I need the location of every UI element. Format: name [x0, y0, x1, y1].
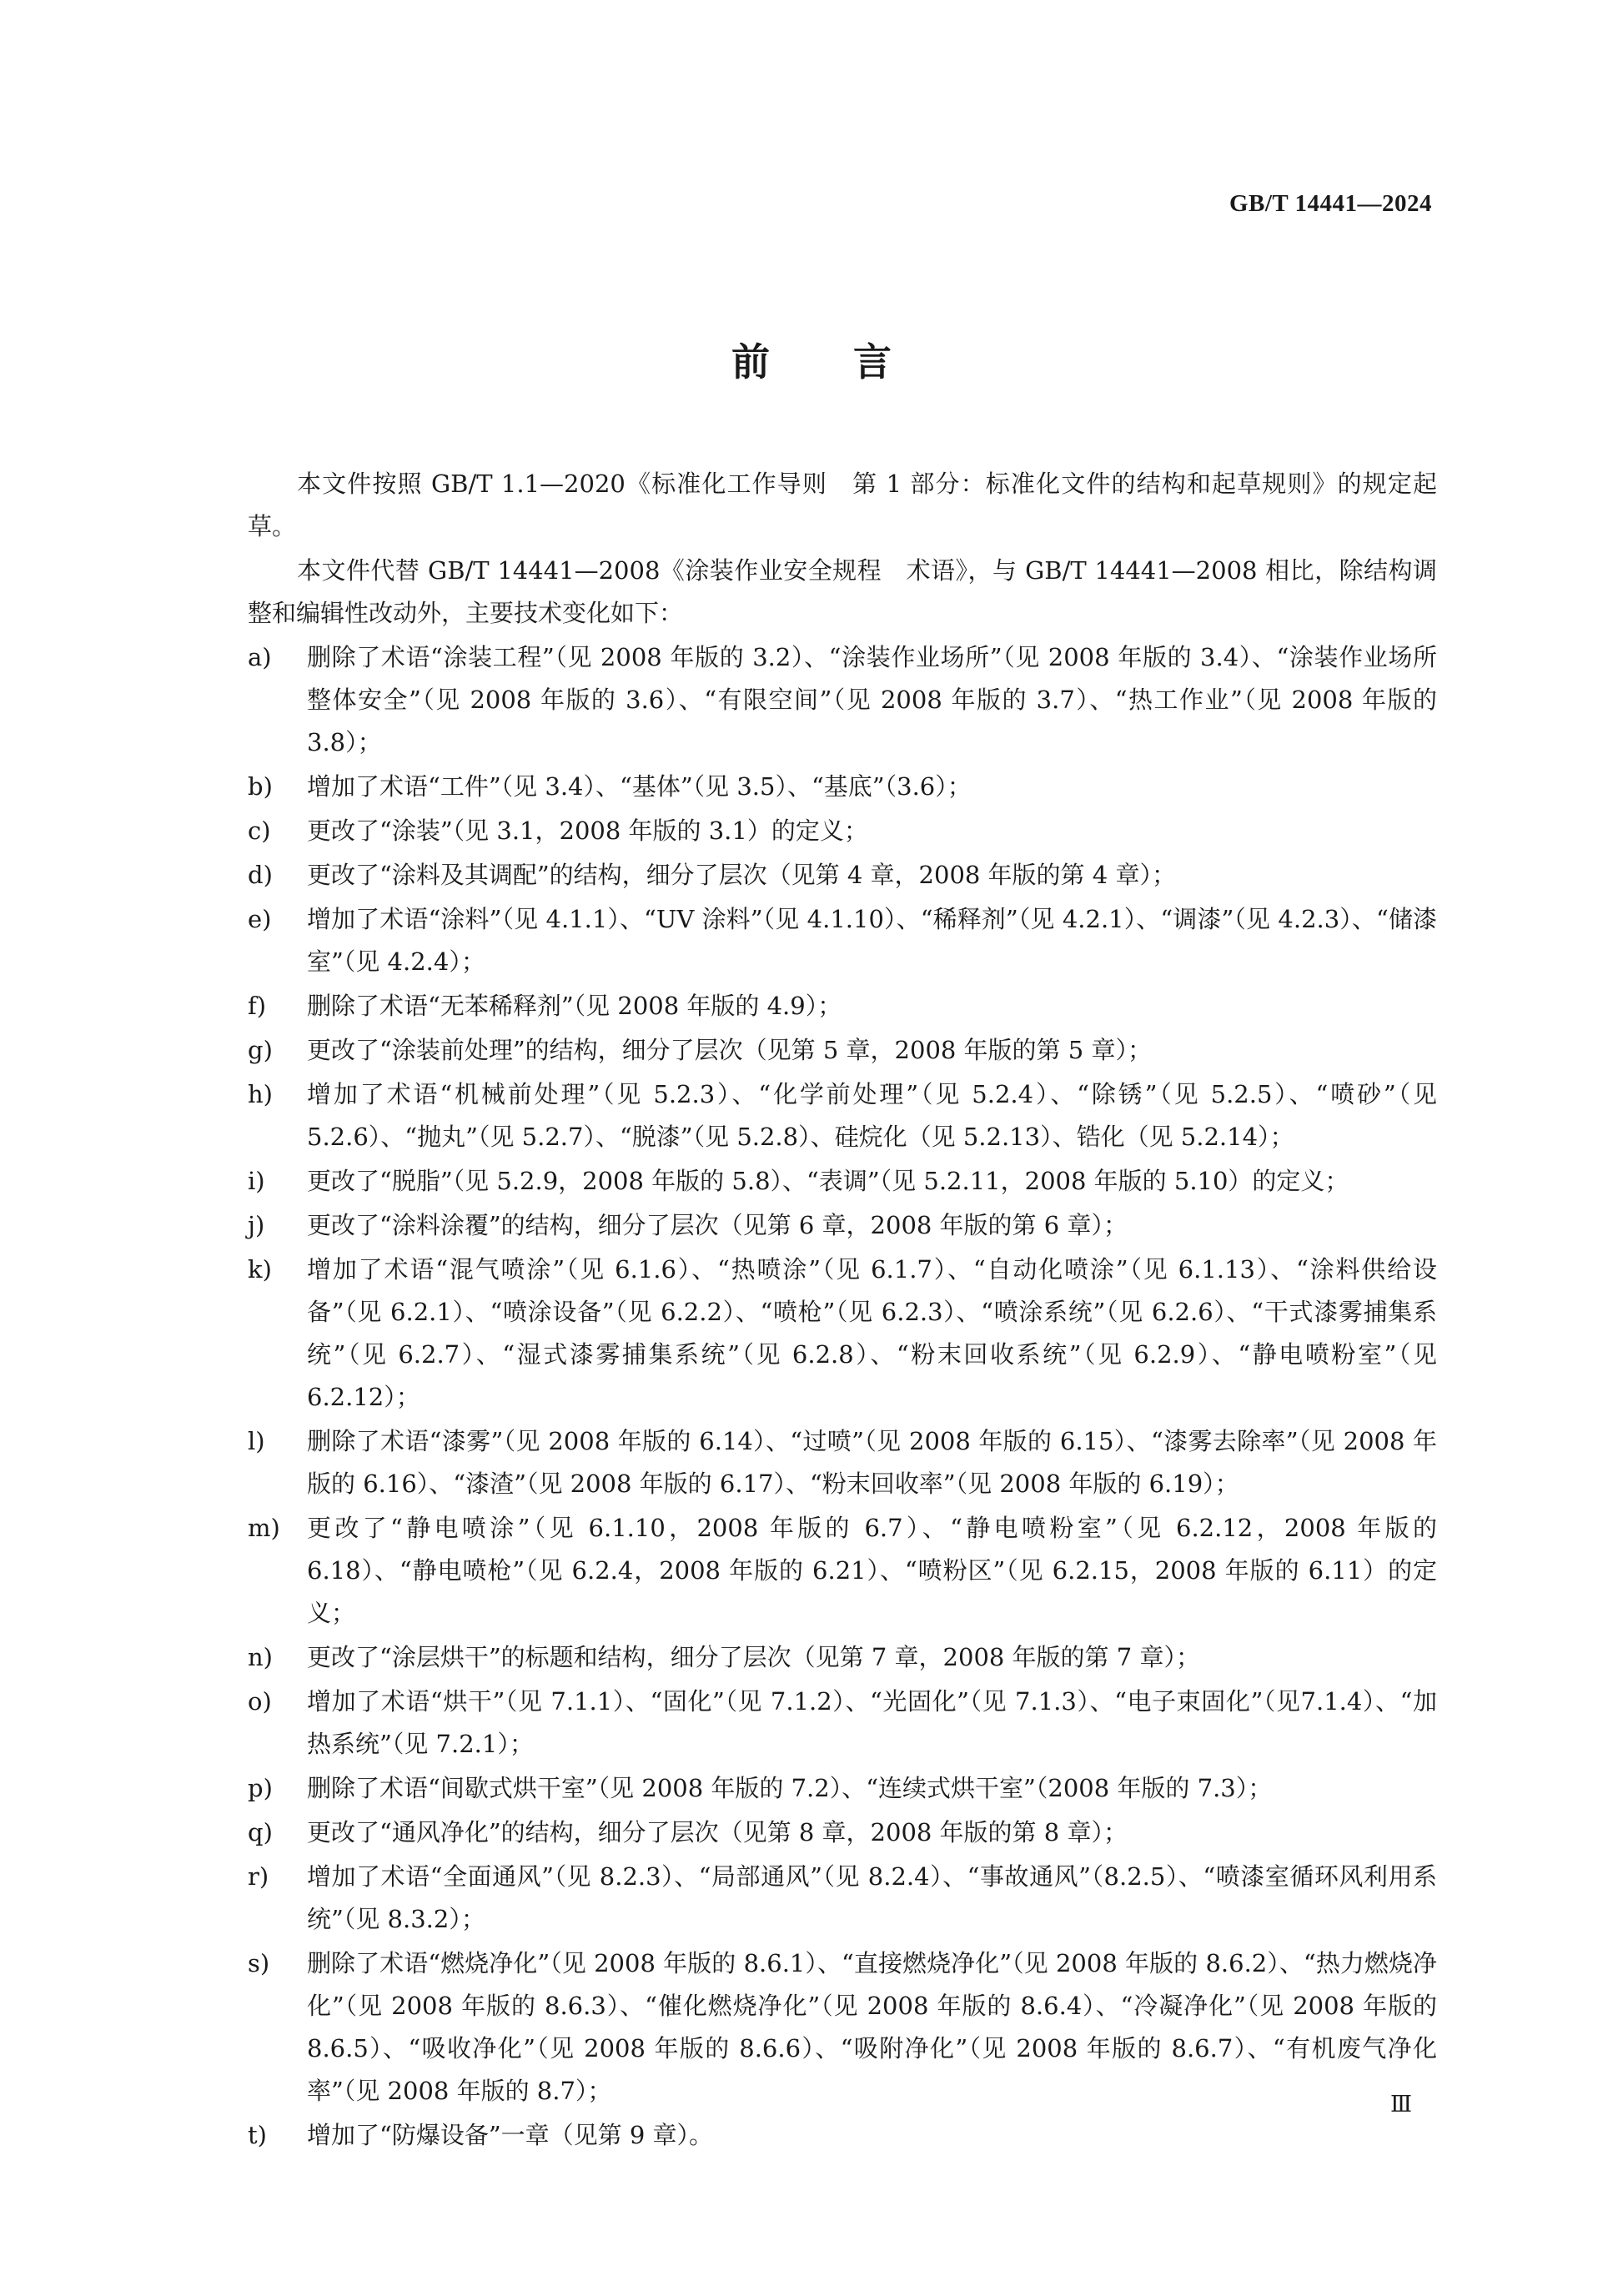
list-item-text: 更改了“通风净化”的结构，细分了层次（见第 8 章，2008 年版的第 8 章）；	[307, 1818, 1128, 1846]
list-marker: r)	[248, 1862, 269, 1891]
list-marker: g)	[248, 1036, 273, 1064]
page-title: 前言	[731, 339, 975, 384]
list-marker: e)	[248, 905, 272, 933]
document-body	[248, 463, 1437, 2158]
list-item	[248, 1204, 1437, 1247]
list-item	[248, 810, 1437, 852]
list-item-text: 更改了“脱脂”（见 5.2.9，2008 年版的 5.8）、“表调”（见 5.2.11，2008 年版的 5.10）的定义；	[307, 1167, 1349, 1195]
list-item-text: 增加了术语“混气喷涂”（见 6.1.6）、“热喷涂”（见 6.1.7）、“自动化喷涂”（见 6.1.13）、“涂料供给设备”（见 6.2.1）、“喷涂设备”（见 6.2.2）、“喷枪”（见 6.2.3）、“喷涂系统”（见 6.2.6）、“干式漆雾捕集系统”（见 6.2.7）、“湿式漆雾捕集系统”（见 6.2.8）、“粉末回收系统”（见 6.2.9）、“静电喷粉室”（见 6.2.12）；	[307, 1255, 1437, 1411]
paragraph-replacement-note: 本文件代替 GB/T 14441—2008《涂装作业安全规程 术语》，与 GB/T 14441—2008 相比，除结构调整和编辑性改动外，主要技术变化如下：	[248, 556, 1437, 627]
list-item	[248, 1248, 1437, 1419]
list-item	[248, 985, 1437, 1027]
list-item-text: 增加了“防爆设备”一章（见第 9 章）。	[307, 2121, 714, 2149]
list-item-text: 更改了“涂料涂覆”的结构，细分了层次（见第 6 章，2008 年版的第 6 章）；	[307, 1211, 1128, 1239]
list-item-text: 增加了术语“涂料”（见 4.1.1）、“UV 涂料”（见 4.1.10）、“稀释剂”（见 4.2.1）、“调漆”（见 4.2.3）、“储漆室”（见 4.2.4）；	[307, 905, 1437, 976]
list-marker: k)	[248, 1255, 272, 1284]
list-marker: j)	[248, 1211, 265, 1239]
list-item	[248, 1942, 1437, 2113]
list-item	[248, 1681, 1437, 1766]
list-item	[248, 636, 1437, 764]
list-marker: t)	[248, 2121, 267, 2149]
list-item-text: 更改了“涂层烘干”的标题和结构，细分了层次（见第 7 章，2008 年版的第 7 章）；	[307, 1643, 1200, 1671]
list-marker: q)	[248, 1818, 273, 1846]
list-item	[248, 1029, 1437, 1072]
list-item	[248, 854, 1437, 897]
list-item-text: 更改了“涂装前处理”的结构，细分了层次（见第 5 章，2008 年版的第 5 章）；	[307, 1036, 1152, 1064]
list-item-text: 更改了“涂料及其调配”的结构，细分了层次（见第 4 章，2008 年版的第 4 章）；	[307, 861, 1176, 889]
list-marker: n)	[248, 1643, 273, 1671]
list-marker: b)	[248, 772, 273, 801]
list-item-text: 增加了术语“烘干”（见 7.1.1）、“固化”（见 7.1.2）、“光固化”（见 7.1.3）、“电子束固化”（见7.1.4）、“加热系统”（见 7.2.1）；	[307, 1687, 1437, 1758]
list-item	[248, 1856, 1437, 1941]
list-item	[248, 1811, 1437, 1854]
list-marker: h)	[248, 1080, 273, 1108]
list-marker: m)	[248, 1514, 280, 1542]
list-item-text: 删除了术语“燃烧净化”（见 2008 年版的 8.6.1）、“直接燃烧净化”（见 2008 年版的 8.6.2）、“热力燃烧净化”（见 2008 年版的 8.6.3）、“催化燃烧净化”（见 2008 年版的 8.6.4）、“冷凝净化”（见 2008 年版的 8.6.5）、“吸收净化”（见 2008 年版的 8.6.6）、“吸附净化”（见 2008 年版的 8.6.7）、“有机废气净化率”（见 2008 年版的 8.7）；	[307, 1949, 1437, 2105]
list-marker: p)	[248, 1774, 273, 1802]
list-item-text: 删除了术语“涂装工程”（见 2008 年版的 3.2）、“涂装作业场所”（见 2008 年版的 3.4）、“涂装作业场所整体安全”（见 2008 年版的 3.6）、“有限空间”（见 2008 年版的 3.7）、“热工作业”（见 2008 年版的 3.8）；	[307, 643, 1437, 756]
list-item	[248, 1420, 1437, 1505]
list-item-text: 删除了术语“无苯稀释剂”（见 2008 年版的 4.9）；	[307, 992, 842, 1020]
list-item	[248, 898, 1437, 983]
standard-number: GB/T 14441—2024	[1229, 190, 1432, 217]
list-marker: i)	[248, 1167, 265, 1195]
list-marker: f)	[248, 992, 267, 1020]
page-number: Ⅲ	[1389, 2092, 1412, 2117]
changes-list	[248, 636, 1437, 2157]
list-item	[248, 1636, 1437, 1679]
list-item	[248, 1767, 1437, 1810]
list-item	[248, 1507, 1437, 1635]
list-item-text: 删除了术语“漆雾”（见 2008 年版的 6.14）、“过喷”（见 2008 年版的 6.15）、“漆雾去除率”（见 2008 年版的 6.16）、“漆渣”（见 2008 年版的 6.17）、“粉末回收率”（见 2008 年版的 6.19）；	[307, 1427, 1437, 1498]
list-marker: o)	[248, 1687, 272, 1716]
list-item	[248, 1073, 1437, 1158]
list-item-text: 增加了术语“机械前处理”（见 5.2.3）、“化学前处理”（见 5.2.4）、“除锈”（见 5.2.5）、“喷砂”（见 5.2.6）、“抛丸”（见 5.2.7）、“脱漆”（见 5.2.8）、硅烷化（见 5.2.13）、锆化（见 5.2.14）；	[307, 1080, 1437, 1151]
list-item	[248, 766, 1437, 808]
list-item	[248, 1160, 1437, 1203]
list-item-text: 更改了“静电喷涂”（见 6.1.10，2008 年版的 6.7）、“静电喷粉室”（见 6.2.12，2008 年版的 6.18）、“静电喷枪”（见 6.2.4，2008 年版的 6.21）、“喷粉区”（见 6.2.15，2008 年版的 6.11）的定义；	[307, 1514, 1437, 1627]
list-item-text: 删除了术语“间歇式烘干室”（见 2008 年版的 7.2）、“连续式烘干室”（2008 年版的 7.3）；	[307, 1774, 1273, 1802]
list-marker: d)	[248, 861, 273, 889]
list-marker: c)	[248, 816, 271, 845]
list-item-text: 增加了术语“工件”（见 3.4）、“基体”（见 3.5）、“基底”（3.6）；	[307, 772, 972, 801]
paragraph-drafting-basis: 本文件按照 GB/T 1.1—2020《标准化工作导则 第 1 部分：标准化文件的结构和起草规则》的规定起草。	[248, 470, 1437, 540]
list-marker: l)	[248, 1427, 265, 1455]
list-item-text: 增加了术语“全面通风”（见 8.2.3）、“局部通风”（见 8.2.4）、“事故通风”（8.2.5）、“喷漆室循环风利用系统”（见 8.3.2）；	[307, 1862, 1437, 1933]
list-item	[248, 2114, 1437, 2157]
list-marker: a)	[248, 643, 272, 671]
list-item-text: 更改了“涂装”（见 3.1，2008 年版的 3.1）的定义；	[307, 816, 868, 845]
list-marker: s)	[248, 1949, 270, 1977]
